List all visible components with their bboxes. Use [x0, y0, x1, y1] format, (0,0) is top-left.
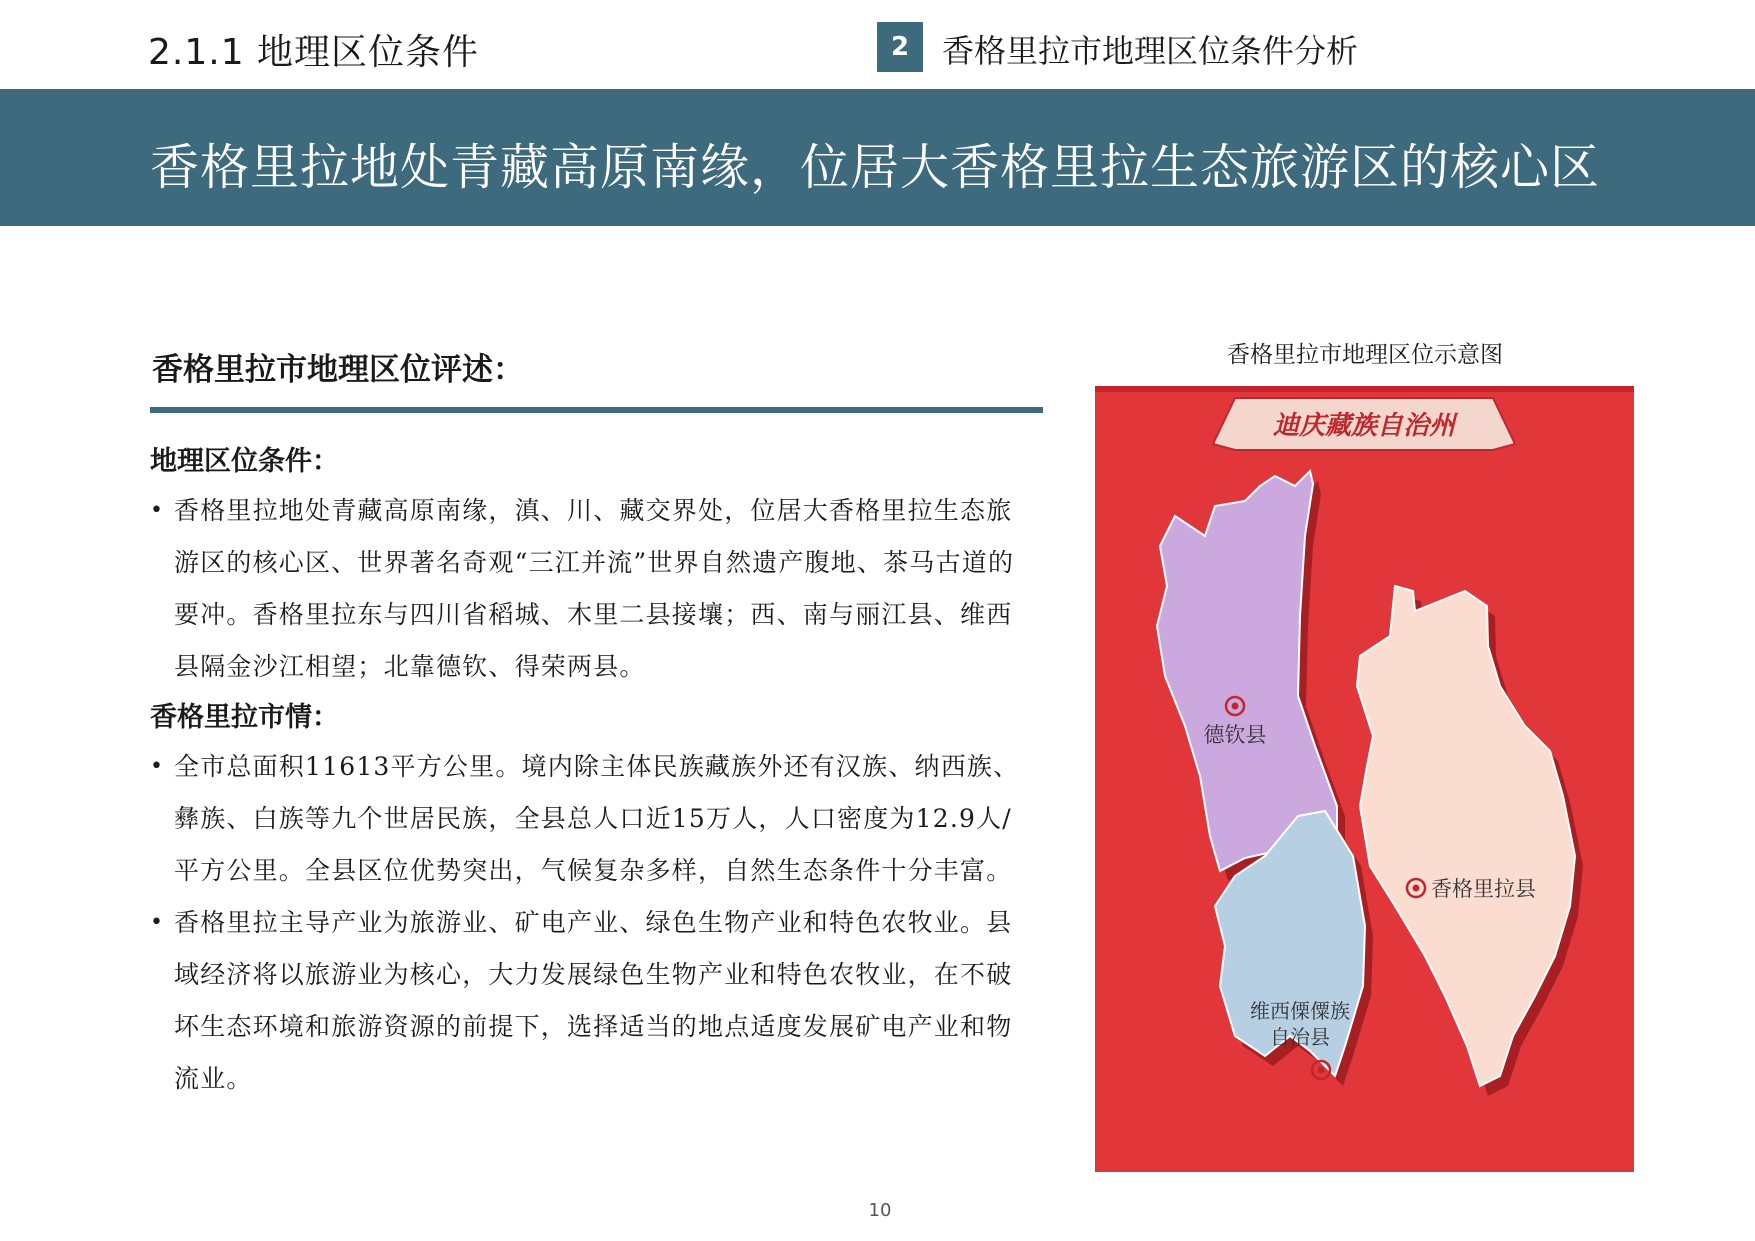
- label-weixi-line1: 维西傈僳族: [1250, 999, 1350, 1023]
- page-number: 10: [868, 1200, 892, 1221]
- map-top-border: [1095, 386, 1634, 392]
- label-weixi-line2: 自治县: [1270, 1025, 1330, 1049]
- body-text: [150, 439, 1043, 1105]
- content-heading: 香格里拉市地理区位评述：: [150, 344, 1043, 413]
- text-column: [150, 344, 1043, 1105]
- section-label-city-profile: 香格里拉市情：: [150, 702, 339, 733]
- label-deqin: 德钦县: [1203, 723, 1267, 747]
- map-caption: 香格里拉市地理区位示意图: [1227, 342, 1503, 368]
- map-ribbon-text: 迪庆藏族自治州: [1272, 411, 1456, 441]
- banner-title: 香格里拉地处青藏高原南缘，位居大香格里拉生态旅游区的核心区: [150, 139, 1601, 196]
- label-shangrila: 香格里拉县: [1431, 877, 1536, 901]
- bullet-location: • 香格里拉地处青藏高原南缘，滇、川、藏交界处，位居大香格里拉生态旅游区的核心区、世界著名奇观“三江并流”世界自然遗产腹地、茶马古道的要冲。香格里拉东与四川省稻城、木里二县接壤；西、南与丽江县、维西县隔金沙江相望；北靠德钦、得荣两县。: [150, 485, 1030, 693]
- section-number: 2.1.1 地理区位条件: [148, 32, 480, 73]
- bullet-population: • 全市总面积11613平方公里。境内除主体民族藏族外还有汉族、纳西族、彝族、白族等九个世居民族，全县总人口近15万人，人口密度为12.9人/平方公里。全县区位优势突出，气候复杂多样，自然生态条件十分丰富。: [150, 741, 1030, 897]
- section-label-location: 地理区位条件：: [150, 446, 339, 477]
- location-map: [1095, 386, 1634, 1172]
- chapter-number-badge: 2: [877, 22, 923, 72]
- bullet-industry: • 香格里拉主导产业为旅游业、矿电产业、绿色生物产业和特色农牧业。县域经济将以旅游业为核心，大力发展绿色生物产业和特色农牧业，在不破坏生态环境和旅游资源的前提下，选择适当的地点适度发展矿电产业和物流业。: [150, 897, 1030, 1105]
- title-banner: [0, 89, 1755, 226]
- map-svg: [1095, 386, 1634, 1172]
- chapter-title: 香格里拉市地理区位条件分析: [942, 32, 1359, 70]
